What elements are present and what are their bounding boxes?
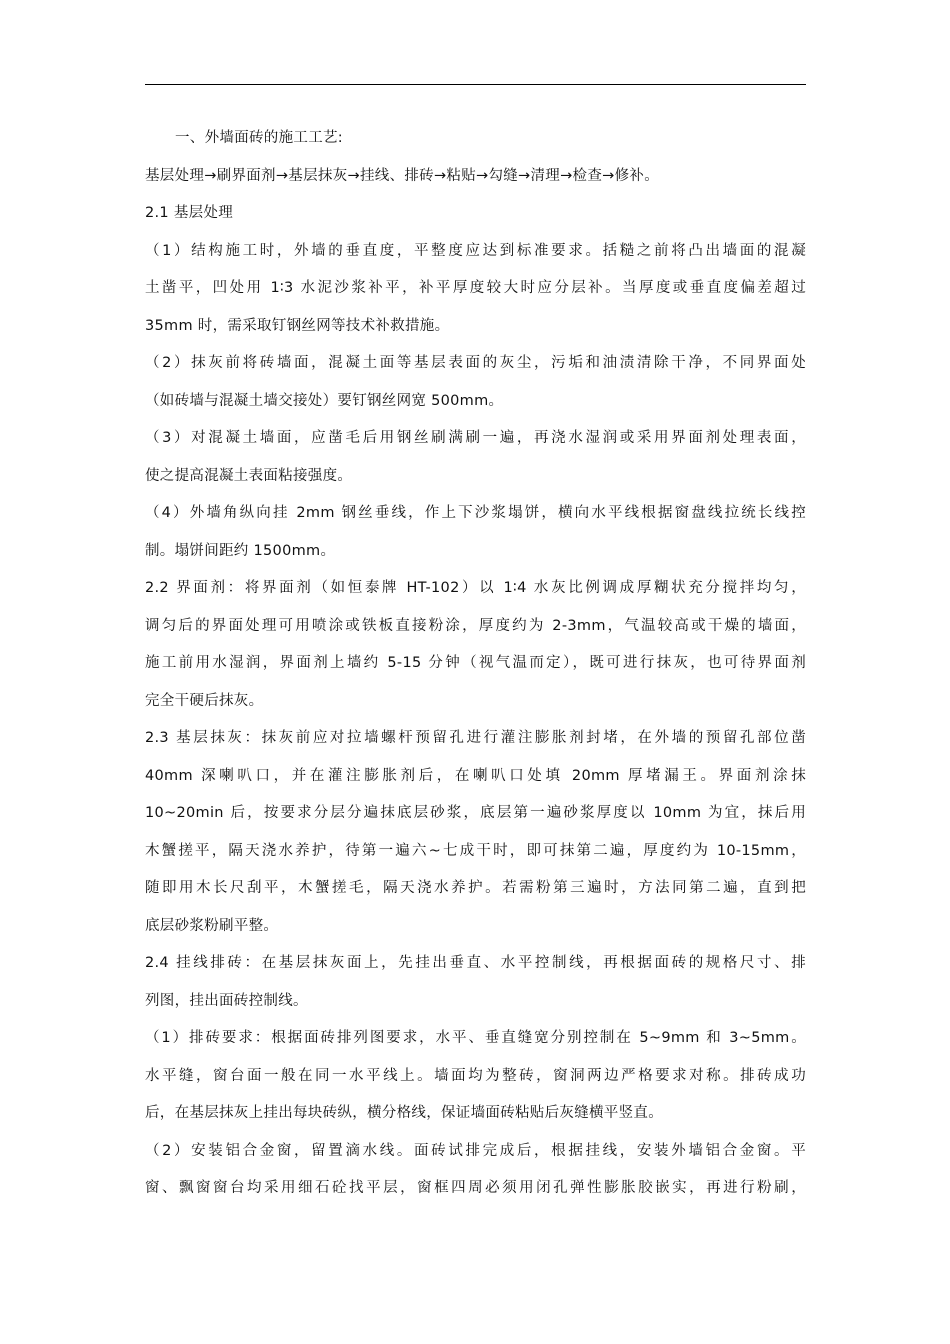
text-line: （2）安装铝合金窗，留置滴水线。面砖试排完成后，根据挂线，安装外墙铝合金窗。平 <box>145 1142 806 1159</box>
text-line: （1）排砖要求：根据面砖排列图要求，水平、垂直缝宽分别控制在 5~9mm 和 3~5mm。 <box>145 1030 806 1046</box>
text-line: 木蟹搓平，隔天浇水养护，待第一遍六~七成干时，即可抹第二遍，厚度约为 10-15mm， <box>145 842 806 859</box>
text-line: 完全干硬后抹灰。 <box>145 692 264 709</box>
text-line: （如砖墙与混凝土墙交接处）要钉钢丝网宽 500mm。 <box>145 392 504 409</box>
text-line: 35mm 时，需采取钉钢丝网等技术补救措施。 <box>145 317 450 334</box>
process-flow: 基层处理→刷界面剂→基层抹灰→挂线、排砖→粘贴→勾缝→清理→检查→修补。 <box>145 167 659 184</box>
text-line: （1）结构施工时，外墙的垂直度，平整度应达到标准要求。括糙之前将凸出墙面的混凝 <box>145 242 806 259</box>
text-line: 施工前用水湿润，界面剂上墙约 5-15 分钟（视气温而定），既可进行抹灰，也可待界面剂 <box>145 655 806 671</box>
text-line: （3）对混凝土墙面，应凿毛后用钢丝刷满刷一遍，再浇水湿润或采用界面剂处理表面， <box>145 430 806 446</box>
text-line: 40mm 深喇叭口，并在灌注膨胀剂后，在喇叭口处填 20mm 厚堵漏王。界面剂涂抹 <box>145 767 806 784</box>
text-line: （4）外墙角纵向挂 2mm 钢丝垂线，作上下沙浆塌饼，横向水平线根据窗盘线拉统长线控 <box>145 505 806 521</box>
text-line: 后，在基层抹灰上挂出每块砖纵，横分格线，保证墙面砖粘贴后灰缝横平竖直。 <box>145 1105 663 1121</box>
subsection-2-3-line: 2.3 基层抹灰：抹灰前应对拉墙螺杆预留孔进行灌注膨胀剂封堵，在外墙的预留孔部位凿 <box>145 730 806 746</box>
text-line: 底层砂浆粉刷平整。 <box>145 917 279 934</box>
text-line: 土凿平，凹处用 1∶3 水泥沙浆补平，补平厚度较大时应分层补。当厚度或垂直度偏差超过 <box>145 280 806 296</box>
subsection-2-4-line: 2.4 挂线排砖：在基层抹灰面上，先挂出垂直、水平控制线，再根据面砖的规格尺寸、排 <box>145 955 806 971</box>
text-line: 列图，挂出面砖控制线。 <box>145 992 308 1009</box>
document-body <box>145 128 806 1216</box>
text-line: 窗、飘窗窗台均采用细石砼找平层，窗框四周必须用闭孔弹性膨胀胶嵌实，再进行粉刷， <box>145 1180 806 1196</box>
text-line: 随即用木长尺刮平，木蟹搓毛，隔天浇水养护。若需粉第三遍时，方法同第二遍，直到把 <box>145 880 806 896</box>
text-line: 水平缝，窗台面一般在同一水平线上。墙面均为整砖，窗洞两边严格要求对称。排砖成功 <box>145 1067 806 1084</box>
text-line: 调匀后的界面处理可用喷涂或铁板直接粉涂，厚度约为 2-3mm，气温较高或干燥的墙面， <box>145 617 806 634</box>
subsection-heading-2-1: 2.1 基层处理 <box>145 205 234 221</box>
header-rule <box>145 84 806 85</box>
subsection-2-2-line: 2.2 界面剂：将界面剂（如恒泰牌 HT-102）以 1∶4 水灰比例调成厚糊状充分搅拌均匀， <box>145 580 806 596</box>
text-line: 使之提高混凝土表面粘接强度。 <box>145 467 353 484</box>
text-line: 制。塌饼间距约 1500mm。 <box>145 542 336 559</box>
text-line: 10~20min 后，按要求分层分遍抹底层砂浆，底层第一遍砂浆厚度以 10mm 为宜，抹后用 <box>145 805 806 821</box>
section-heading: 一、外墙面砖的施工工艺: <box>175 130 343 146</box>
text-line: （2）抹灰前将砖墙面，混凝土面等基层表面的灰尘，污垢和油渍清除干净，不同界面处 <box>145 355 806 371</box>
